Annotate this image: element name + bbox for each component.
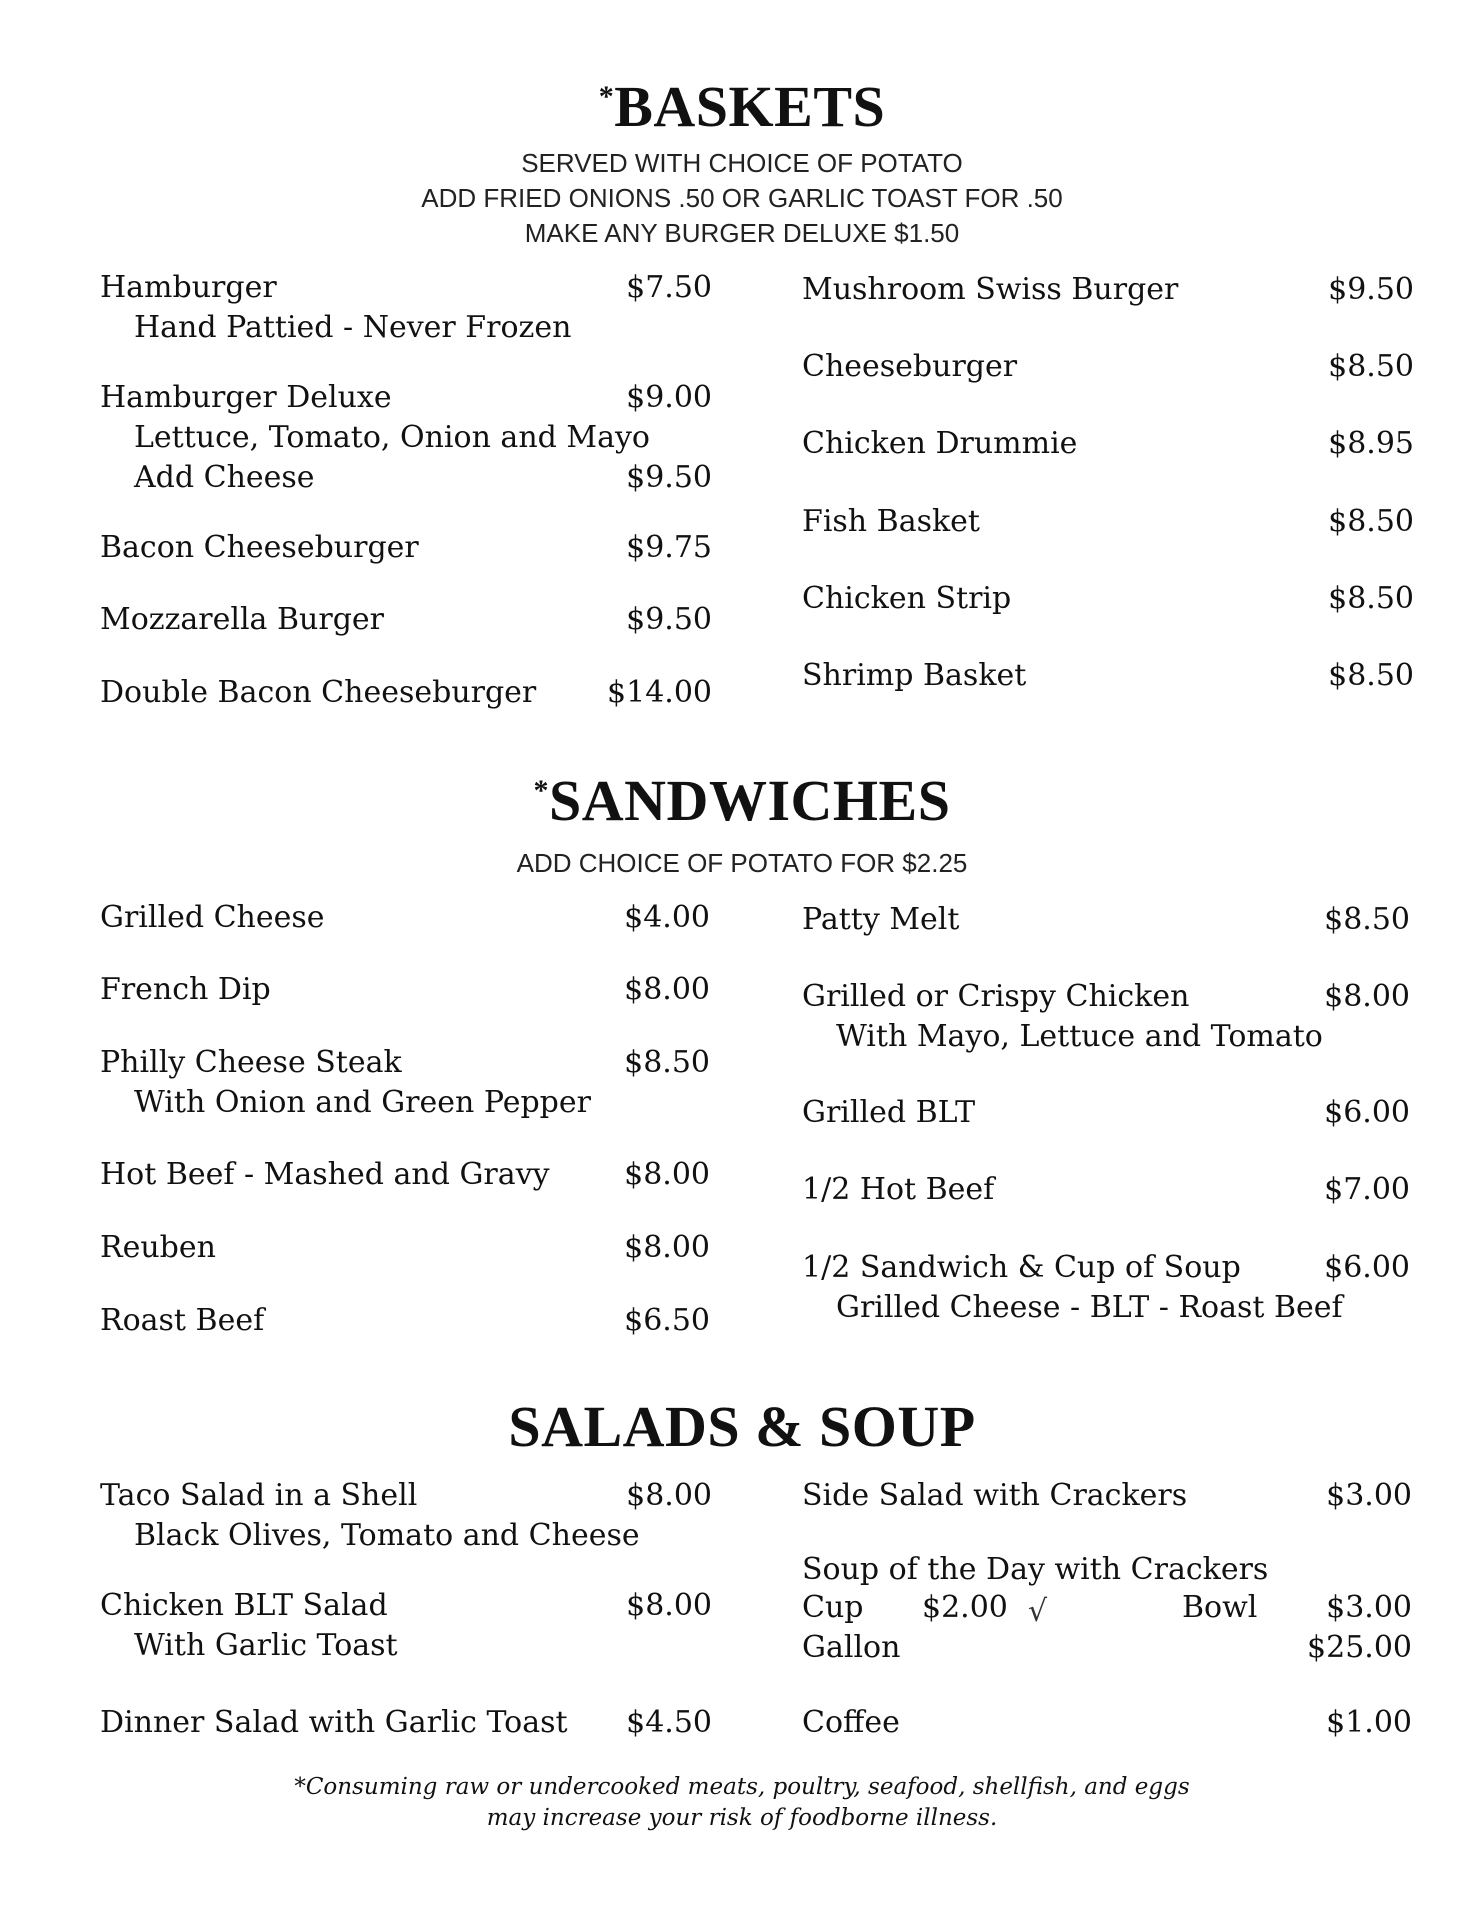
menu-item: [802, 1248, 1410, 1328]
menu-item: [100, 268, 712, 348]
item-name: Reuben: [100, 1230, 216, 1265]
item-price: $14.00: [607, 675, 712, 710]
baskets-notes: [0, 146, 1484, 251]
item-name: Bacon Cheeseburger: [100, 530, 419, 565]
sandwiches-notes: [0, 846, 1484, 881]
item-price: $4.50: [626, 1705, 712, 1740]
menu-item: [100, 528, 712, 568]
item-name: Roast Beef: [100, 1303, 265, 1338]
menu-item: [802, 502, 1414, 542]
item-price: $9.50: [626, 602, 712, 637]
soup-gallon-row: [802, 1628, 1412, 1668]
menu-item: [100, 1155, 710, 1195]
menu-item: [100, 1043, 710, 1123]
item-price: $8.00: [626, 1588, 712, 1623]
item-price: $3.00: [1326, 1478, 1412, 1513]
menu-item: [100, 378, 712, 498]
item-description: Lettuce, Tomato, Onion and Mayo: [134, 420, 650, 455]
item-price: $8.95: [1328, 426, 1414, 461]
item-name: Dinner Salad with Garlic Toast: [100, 1705, 568, 1740]
item-name: Shrimp Basket: [802, 658, 1027, 693]
item-name: French Dip: [100, 972, 271, 1007]
item-addon-price: $9.50: [626, 460, 712, 495]
menu-item: [100, 1586, 712, 1666]
item-name: Grilled BLT: [802, 1095, 976, 1130]
soup-sizes-row: [802, 1588, 1412, 1628]
check-mark-icon: √: [1028, 1594, 1048, 1629]
baskets-star: *: [598, 80, 615, 113]
item-name: Grilled or Crispy Chicken: [802, 979, 1190, 1014]
item-name: Hamburger: [100, 270, 277, 305]
bowl-price: $3.00: [1326, 1590, 1412, 1625]
item-name: Cheeseburger: [802, 349, 1018, 384]
menu-item: [100, 970, 710, 1010]
cup-price: $2.00: [922, 1590, 1008, 1625]
item-addon-name: Add Cheese: [134, 460, 315, 495]
item-price: $8.50: [624, 1045, 710, 1080]
menu-item: [802, 1170, 1410, 1210]
item-name: Double Bacon Cheeseburger: [100, 675, 537, 710]
item-price: $8.00: [624, 1157, 710, 1192]
item-description: With Mayo, Lettuce and Tomato: [836, 1019, 1323, 1054]
item-name: Patty Melt: [802, 902, 960, 937]
item-name: Fish Basket: [802, 504, 980, 539]
item-price: $8.50: [1328, 658, 1414, 693]
menu-item: [802, 424, 1414, 464]
item-price: $7.00: [1324, 1172, 1410, 1207]
menu-item: [802, 977, 1410, 1057]
item-name: Philly Cheese Steak: [100, 1045, 402, 1080]
soup-title: Soup of the Day with Crackers: [802, 1552, 1269, 1587]
item-price: $6.50: [624, 1303, 710, 1338]
item-name: 1/2 Sandwich & Cup of Soup: [802, 1250, 1241, 1285]
item-price: $8.00: [1324, 979, 1410, 1014]
item-name: Mozzarella Burger: [100, 602, 384, 637]
baskets-note: SERVED WITH CHOICE OF POTATO: [521, 148, 963, 178]
item-name: Chicken Drummie: [802, 426, 1078, 461]
baskets-title: BASKETS: [614, 74, 886, 139]
item-price: $4.00: [624, 900, 710, 935]
menu-item: [100, 1476, 712, 1556]
item-price: $9.75: [626, 530, 712, 565]
item-description: Black Olives, Tomato and Cheese: [134, 1518, 640, 1553]
item-price: $9.00: [626, 380, 712, 415]
baskets-note: MAKE ANY BURGER DELUXE $1.50: [524, 218, 960, 248]
gallon-price: $25.00: [1307, 1630, 1412, 1665]
item-name: Taco Salad in a Shell: [100, 1478, 418, 1513]
salads-heading: [0, 1394, 1484, 1459]
menu-item: [802, 270, 1414, 310]
item-name: Chicken BLT Salad: [100, 1588, 388, 1623]
gallon-label: Gallon: [802, 1630, 901, 1665]
item-name: Chicken Strip: [802, 581, 1012, 616]
menu-item: [100, 673, 712, 713]
item-price: $6.00: [1324, 1095, 1410, 1130]
item-price: $6.00: [1324, 1250, 1410, 1285]
menu-item: [802, 656, 1414, 696]
menu-item: [802, 579, 1414, 619]
item-price: $8.00: [624, 1230, 710, 1265]
menu-item: [100, 1703, 712, 1743]
baskets-heading: [0, 74, 1484, 139]
item-name: Grilled Cheese: [100, 900, 325, 935]
health-disclaimer: [0, 1772, 1484, 1834]
item-name: 1/2 Hot Beef: [802, 1172, 995, 1207]
item-name: Coffee: [802, 1705, 900, 1740]
item-description: With Onion and Green Pepper: [134, 1085, 591, 1120]
item-price: $1.00: [1326, 1705, 1412, 1740]
soup-of-the-day: [802, 1550, 1412, 1670]
item-price: $7.50: [626, 270, 712, 305]
menu-item: [100, 1228, 710, 1268]
baskets-note: ADD FRIED ONIONS .50 OR GARLIC TOAST FOR .50: [421, 183, 1063, 213]
sandwiches-star: *: [533, 774, 550, 807]
item-description: Hand Pattied - Never Frozen: [134, 310, 572, 345]
item-price: $8.00: [626, 1478, 712, 1513]
sandwiches-title: SANDWICHES: [549, 768, 951, 833]
menu-item: [100, 898, 710, 938]
item-price: $8.50: [1328, 581, 1414, 616]
item-name: Mushroom Swiss Burger: [802, 272, 1179, 307]
bowl-label: Bowl: [1182, 1590, 1258, 1625]
item-price: $9.50: [1328, 272, 1414, 307]
item-name: Side Salad with Crackers: [802, 1478, 1188, 1513]
disclaimer-line: may increase your risk of foodborne illness.: [486, 1805, 998, 1831]
menu-item: [100, 1301, 710, 1341]
item-price: $8.00: [624, 972, 710, 1007]
item-description: With Garlic Toast: [134, 1628, 398, 1663]
item-name: Hamburger Deluxe: [100, 380, 392, 415]
salads-right-column: [802, 1476, 1412, 1776]
menu-item: [802, 347, 1414, 387]
item-description: Grilled Cheese - BLT - Roast Beef: [836, 1290, 1343, 1325]
item-price: $8.50: [1328, 504, 1414, 539]
salads-title: SALADS & SOUP: [508, 1394, 976, 1459]
cup-label: Cup: [802, 1590, 864, 1625]
menu-item: [802, 900, 1410, 940]
menu-item: [100, 600, 712, 640]
sandwiches-heading: [0, 768, 1484, 833]
sandwiches-note: ADD CHOICE OF POTATO FOR $2.25: [516, 848, 968, 878]
item-price: $8.50: [1324, 902, 1410, 937]
item-name: Hot Beef - Mashed and Gravy: [100, 1157, 550, 1192]
menu-item: [802, 1093, 1410, 1133]
item-price: $8.50: [1328, 349, 1414, 384]
disclaimer-line: *Consuming raw or undercooked meats, poultry, seafood, shellfish, and eggs: [294, 1774, 1190, 1800]
menu-item: [802, 1703, 1412, 1743]
menu-item: [802, 1476, 1412, 1516]
